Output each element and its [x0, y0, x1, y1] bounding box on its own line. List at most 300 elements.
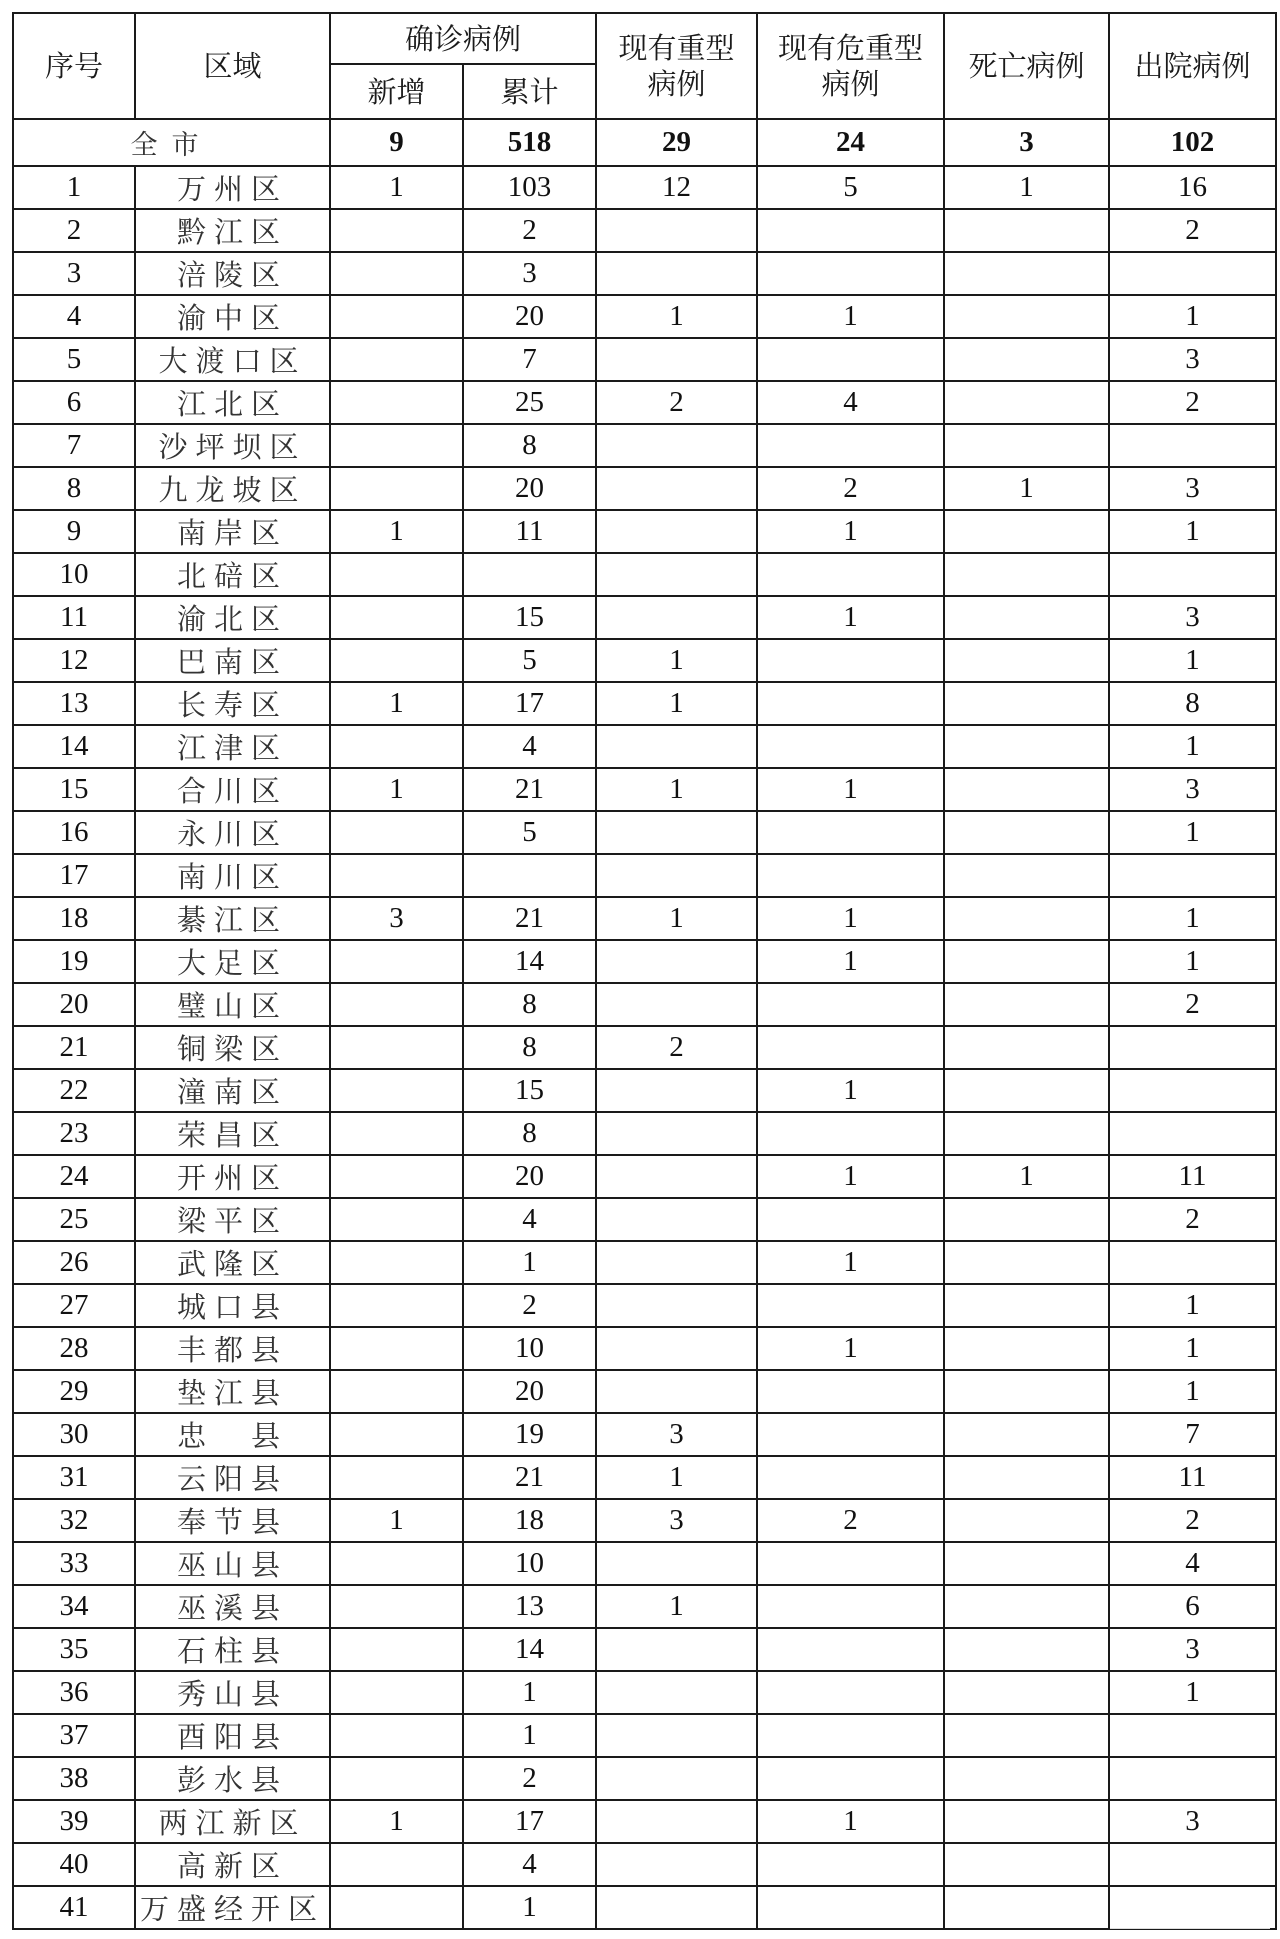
row-region: 石柱县	[135, 1628, 330, 1671]
row-cumulative: 2	[463, 1757, 596, 1800]
row-region: 秀山县	[135, 1671, 330, 1714]
row-deaths	[944, 1284, 1109, 1327]
row-region: 万盛经开区	[135, 1886, 330, 1929]
row-discharged: 1	[1109, 1284, 1276, 1327]
row-deaths	[944, 252, 1109, 295]
row-severe	[596, 1155, 757, 1198]
row-severe	[596, 1714, 757, 1757]
row-critical: 1	[757, 768, 944, 811]
row-deaths	[944, 553, 1109, 596]
row-cumulative: 25	[463, 381, 596, 424]
table-row	[13, 424, 1276, 467]
row-new	[330, 1585, 463, 1628]
row-discharged: 1	[1109, 897, 1276, 940]
row-region: 江北区	[135, 381, 330, 424]
row-severe	[596, 467, 757, 510]
row-critical: 2	[757, 467, 944, 510]
row-region: 开州区	[135, 1155, 330, 1198]
row-new: 1	[330, 682, 463, 725]
row-cumulative: 8	[463, 424, 596, 467]
row-region: 城口县	[135, 1284, 330, 1327]
table-row	[13, 1585, 1276, 1628]
row-new	[330, 1628, 463, 1671]
row-cumulative: 4	[463, 1843, 596, 1886]
row-new	[330, 1069, 463, 1112]
row-region: 合川区	[135, 768, 330, 811]
row-new	[330, 811, 463, 854]
table-row	[13, 209, 1276, 252]
row-deaths	[944, 1671, 1109, 1714]
row-severe	[596, 854, 757, 897]
row-severe	[596, 1757, 757, 1800]
row-cumulative: 11	[463, 510, 596, 553]
row-cumulative: 13	[463, 1585, 596, 1628]
table-row	[13, 381, 1276, 424]
table-row	[13, 639, 1276, 682]
row-severe	[596, 1241, 757, 1284]
row-cumulative: 7	[463, 338, 596, 381]
row-seq: 15	[13, 768, 135, 811]
row-cumulative: 17	[463, 1800, 596, 1843]
header-discharged: 出院病例	[1109, 13, 1276, 119]
row-seq: 38	[13, 1757, 135, 1800]
row-seq: 41	[13, 1886, 135, 1929]
row-discharged: 1	[1109, 811, 1276, 854]
row-new	[330, 1413, 463, 1456]
row-critical: 1	[757, 897, 944, 940]
row-cumulative: 8	[463, 1112, 596, 1155]
row-critical: 1	[757, 1327, 944, 1370]
row-cumulative: 19	[463, 1413, 596, 1456]
header-confirmed: 确诊病例	[330, 13, 596, 64]
row-region: 渝北区	[135, 596, 330, 639]
row-region: 大渡口区	[135, 338, 330, 381]
row-discharged: 1	[1109, 510, 1276, 553]
row-critical: 1	[757, 1155, 944, 1198]
row-region: 彭水县	[135, 1757, 330, 1800]
table-row	[13, 1499, 1276, 1542]
row-severe: 1	[596, 639, 757, 682]
table-row	[13, 1542, 1276, 1585]
table-row	[13, 1370, 1276, 1413]
row-severe	[596, 209, 757, 252]
row-cumulative: 1	[463, 1714, 596, 1757]
table-row	[13, 1714, 1276, 1757]
row-cumulative: 5	[463, 639, 596, 682]
row-cumulative: 21	[463, 1456, 596, 1499]
row-seq: 32	[13, 1499, 135, 1542]
row-seq: 33	[13, 1542, 135, 1585]
total-discharged: 102	[1109, 119, 1276, 166]
row-region: 北碚区	[135, 553, 330, 596]
row-region: 大足区	[135, 940, 330, 983]
row-discharged: 3	[1109, 596, 1276, 639]
row-cumulative: 14	[463, 940, 596, 983]
row-severe	[596, 424, 757, 467]
row-deaths	[944, 596, 1109, 639]
row-severe: 1	[596, 768, 757, 811]
row-discharged: 1	[1109, 1327, 1276, 1370]
table-row	[13, 1069, 1276, 1112]
row-cumulative: 8	[463, 1026, 596, 1069]
row-deaths	[944, 983, 1109, 1026]
row-region: 梁平区	[135, 1198, 330, 1241]
total-cumulative: 518	[463, 119, 596, 166]
row-region: 永川区	[135, 811, 330, 854]
row-new	[330, 295, 463, 338]
row-seq: 17	[13, 854, 135, 897]
row-new: 1	[330, 166, 463, 209]
row-cumulative: 21	[463, 897, 596, 940]
row-seq: 30	[13, 1413, 135, 1456]
table-row	[13, 1757, 1276, 1800]
row-new	[330, 983, 463, 1026]
row-cumulative: 20	[463, 467, 596, 510]
row-critical	[757, 209, 944, 252]
row-seq: 16	[13, 811, 135, 854]
row-discharged: 11	[1109, 1456, 1276, 1499]
row-seq: 31	[13, 1456, 135, 1499]
table-row	[13, 1886, 1276, 1929]
row-new	[330, 725, 463, 768]
table-row	[13, 1628, 1276, 1671]
row-deaths	[944, 1886, 1109, 1929]
row-seq: 39	[13, 1800, 135, 1843]
row-seq: 1	[13, 166, 135, 209]
row-deaths	[944, 209, 1109, 252]
total-row	[13, 119, 1276, 166]
row-region: 南川区	[135, 854, 330, 897]
row-seq: 40	[13, 1843, 135, 1886]
row-seq: 22	[13, 1069, 135, 1112]
row-region: 潼南区	[135, 1069, 330, 1112]
row-region: 九龙坡区	[135, 467, 330, 510]
row-discharged: 3	[1109, 768, 1276, 811]
row-critical	[757, 1585, 944, 1628]
row-critical: 1	[757, 295, 944, 338]
row-deaths	[944, 1456, 1109, 1499]
row-discharged	[1109, 424, 1276, 467]
header-seq: 序号	[13, 13, 135, 119]
row-critical: 1	[757, 1241, 944, 1284]
table-row	[13, 1284, 1276, 1327]
row-seq: 7	[13, 424, 135, 467]
table-row	[13, 940, 1276, 983]
row-region: 高新区	[135, 1843, 330, 1886]
row-cumulative: 20	[463, 295, 596, 338]
row-critical: 1	[757, 510, 944, 553]
row-discharged	[1109, 1241, 1276, 1284]
row-critical	[757, 553, 944, 596]
header-deaths: 死亡病例	[944, 13, 1109, 119]
header-new: 新增	[330, 64, 463, 119]
row-critical: 2	[757, 1499, 944, 1542]
row-seq: 19	[13, 940, 135, 983]
row-region: 渝中区	[135, 295, 330, 338]
row-discharged: 3	[1109, 467, 1276, 510]
row-discharged: 1	[1109, 295, 1276, 338]
total-label: 全市	[13, 119, 330, 166]
row-new: 3	[330, 897, 463, 940]
row-new	[330, 424, 463, 467]
row-deaths	[944, 1198, 1109, 1241]
row-severe	[596, 1886, 757, 1929]
row-severe	[596, 1198, 757, 1241]
row-region: 两江新区	[135, 1800, 330, 1843]
row-new	[330, 854, 463, 897]
row-severe	[596, 1800, 757, 1843]
row-critical	[757, 1456, 944, 1499]
row-new: 1	[330, 1800, 463, 1843]
row-critical	[757, 682, 944, 725]
row-new	[330, 1155, 463, 1198]
row-discharged: 1	[1109, 940, 1276, 983]
row-cumulative: 15	[463, 596, 596, 639]
table-row	[13, 725, 1276, 768]
row-discharged	[1109, 1843, 1276, 1886]
row-new	[330, 1542, 463, 1585]
row-cumulative	[463, 854, 596, 897]
row-seq: 11	[13, 596, 135, 639]
row-severe	[596, 510, 757, 553]
row-severe	[596, 1628, 757, 1671]
row-severe: 3	[596, 1499, 757, 1542]
row-critical	[757, 338, 944, 381]
table-row	[13, 510, 1276, 553]
row-seq: 9	[13, 510, 135, 553]
row-severe	[596, 811, 757, 854]
row-critical	[757, 1886, 944, 1929]
row-deaths	[944, 897, 1109, 940]
row-seq: 34	[13, 1585, 135, 1628]
row-deaths	[944, 854, 1109, 897]
row-severe: 1	[596, 897, 757, 940]
row-cumulative: 4	[463, 725, 596, 768]
case-statistics-table	[12, 12, 1277, 1930]
row-seq: 29	[13, 1370, 135, 1413]
row-critical	[757, 1843, 944, 1886]
row-discharged	[1109, 1112, 1276, 1155]
row-severe	[596, 1284, 757, 1327]
table-row	[13, 1241, 1276, 1284]
row-new	[330, 1026, 463, 1069]
row-region: 丰都县	[135, 1327, 330, 1370]
row-new	[330, 467, 463, 510]
row-severe: 1	[596, 295, 757, 338]
row-deaths	[944, 1413, 1109, 1456]
row-deaths	[944, 1542, 1109, 1585]
row-cumulative: 18	[463, 1499, 596, 1542]
row-discharged: 2	[1109, 381, 1276, 424]
row-cumulative: 21	[463, 768, 596, 811]
row-deaths	[944, 1069, 1109, 1112]
row-severe: 2	[596, 1026, 757, 1069]
table-row	[13, 467, 1276, 510]
row-critical	[757, 1628, 944, 1671]
row-new	[330, 1886, 463, 1929]
row-seq: 25	[13, 1198, 135, 1241]
row-critical: 1	[757, 1800, 944, 1843]
row-deaths	[944, 682, 1109, 725]
row-new	[330, 1284, 463, 1327]
row-critical	[757, 1413, 944, 1456]
row-seq: 2	[13, 209, 135, 252]
table-row	[13, 1671, 1276, 1714]
table-row	[13, 1198, 1276, 1241]
row-region: 万州区	[135, 166, 330, 209]
header-critical: 现有危重型病例	[757, 13, 944, 119]
table-row	[13, 338, 1276, 381]
row-severe	[596, 596, 757, 639]
row-critical	[757, 1370, 944, 1413]
row-new	[330, 940, 463, 983]
row-critical	[757, 1284, 944, 1327]
row-critical: 4	[757, 381, 944, 424]
row-region: 涪陵区	[135, 252, 330, 295]
row-critical	[757, 811, 944, 854]
row-discharged	[1109, 1069, 1276, 1112]
row-critical	[757, 1112, 944, 1155]
row-deaths	[944, 1327, 1109, 1370]
row-cumulative: 10	[463, 1327, 596, 1370]
row-discharged	[1109, 854, 1276, 897]
row-seq: 21	[13, 1026, 135, 1069]
row-discharged	[1109, 553, 1276, 596]
row-critical: 1	[757, 596, 944, 639]
row-severe	[596, 1843, 757, 1886]
table-row	[13, 897, 1276, 940]
row-discharged: 4	[1109, 1542, 1276, 1585]
table-row	[13, 1413, 1276, 1456]
row-region: 璧山区	[135, 983, 330, 1026]
row-region: 垫江县	[135, 1370, 330, 1413]
row-critical	[757, 725, 944, 768]
row-region: 巴南区	[135, 639, 330, 682]
row-cumulative: 4	[463, 1198, 596, 1241]
row-new	[330, 381, 463, 424]
row-critical	[757, 983, 944, 1026]
row-deaths	[944, 1499, 1109, 1542]
row-severe	[596, 1327, 757, 1370]
table-row	[13, 682, 1276, 725]
row-severe: 1	[596, 682, 757, 725]
total-deaths: 3	[944, 119, 1109, 166]
row-seq: 23	[13, 1112, 135, 1155]
row-new: 1	[330, 1499, 463, 1542]
row-new: 1	[330, 510, 463, 553]
row-new	[330, 338, 463, 381]
table-row	[13, 166, 1276, 209]
row-deaths	[944, 1757, 1109, 1800]
table-row	[13, 596, 1276, 639]
row-deaths	[944, 1628, 1109, 1671]
row-region: 铜梁区	[135, 1026, 330, 1069]
row-critical	[757, 424, 944, 467]
total-new: 9	[330, 119, 463, 166]
row-severe	[596, 940, 757, 983]
table-row	[13, 854, 1276, 897]
total-critical: 24	[757, 119, 944, 166]
row-critical	[757, 1198, 944, 1241]
row-cumulative: 8	[463, 983, 596, 1026]
row-deaths	[944, 1112, 1109, 1155]
row-region: 奉节县	[135, 1499, 330, 1542]
row-critical	[757, 1757, 944, 1800]
row-seq: 12	[13, 639, 135, 682]
row-severe	[596, 252, 757, 295]
row-critical: 1	[757, 1069, 944, 1112]
row-severe	[596, 338, 757, 381]
row-new	[330, 1757, 463, 1800]
row-severe	[596, 725, 757, 768]
row-seq: 24	[13, 1155, 135, 1198]
row-seq: 37	[13, 1714, 135, 1757]
row-new	[330, 252, 463, 295]
row-discharged: 8	[1109, 682, 1276, 725]
row-cumulative	[463, 553, 596, 596]
row-deaths	[944, 381, 1109, 424]
row-discharged: 3	[1109, 338, 1276, 381]
row-cumulative: 5	[463, 811, 596, 854]
row-cumulative: 14	[463, 1628, 596, 1671]
row-seq: 27	[13, 1284, 135, 1327]
row-region: 武隆区	[135, 1241, 330, 1284]
watermark	[1110, 1889, 1270, 1929]
table-row	[13, 811, 1276, 854]
row-severe	[596, 983, 757, 1026]
row-discharged	[1109, 1026, 1276, 1069]
row-discharged: 1	[1109, 725, 1276, 768]
row-critical: 5	[757, 166, 944, 209]
row-new	[330, 1112, 463, 1155]
row-seq: 3	[13, 252, 135, 295]
row-new: 1	[330, 768, 463, 811]
row-seq: 18	[13, 897, 135, 940]
row-new	[330, 1241, 463, 1284]
row-new	[330, 1456, 463, 1499]
row-discharged: 1	[1109, 1370, 1276, 1413]
row-cumulative: 20	[463, 1370, 596, 1413]
row-cumulative: 2	[463, 209, 596, 252]
table-row	[13, 553, 1276, 596]
row-seq: 6	[13, 381, 135, 424]
row-region: 江津区	[135, 725, 330, 768]
row-discharged: 2	[1109, 1499, 1276, 1542]
table-row	[13, 1155, 1276, 1198]
row-region: 云阳县	[135, 1456, 330, 1499]
table-row	[13, 1843, 1276, 1886]
row-severe: 1	[596, 1456, 757, 1499]
table-row	[13, 1800, 1276, 1843]
row-critical	[757, 1671, 944, 1714]
row-critical	[757, 1026, 944, 1069]
row-new	[330, 1671, 463, 1714]
row-discharged: 6	[1109, 1585, 1276, 1628]
row-discharged: 2	[1109, 983, 1276, 1026]
row-new	[330, 209, 463, 252]
row-deaths	[944, 811, 1109, 854]
row-discharged	[1109, 1757, 1276, 1800]
row-new	[330, 1843, 463, 1886]
header-cumulative: 累计	[463, 64, 596, 119]
row-discharged: 7	[1109, 1413, 1276, 1456]
row-seq: 36	[13, 1671, 135, 1714]
row-seq: 4	[13, 295, 135, 338]
row-new	[330, 1198, 463, 1241]
row-cumulative: 2	[463, 1284, 596, 1327]
row-cumulative: 17	[463, 682, 596, 725]
row-deaths	[944, 424, 1109, 467]
